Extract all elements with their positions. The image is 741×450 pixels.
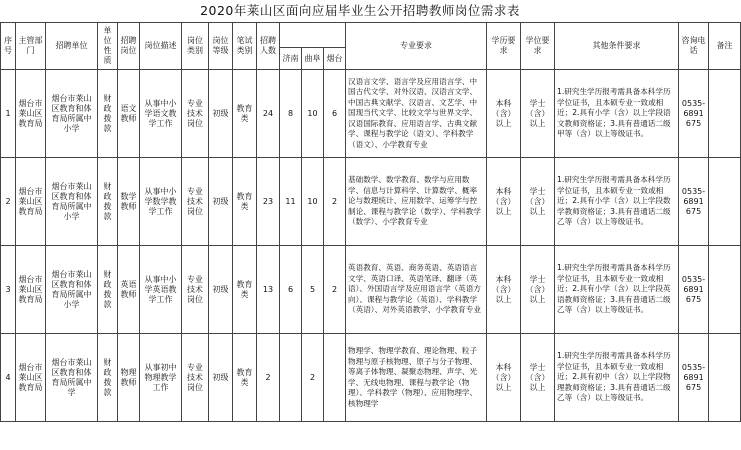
cell-desc: 从事初中物理教学工作 [140, 334, 182, 422]
page-title: 2020年莱山区面向应届毕业生公开招聘教师岗位需求表 [200, 3, 520, 18]
cell-major: 汉语言文学、语言学及应用语言学、中国古代文学、对外汉语、汉语言文学、中国古典文献学、汉语言、文艺学、中国现当代文学、比较文学与世界文学、汉语国际教育、应用语言学、古典文献学、课程与教学论（语文）、学科教学（语文）、小学教育专业 [346, 70, 487, 158]
header-jinan: 济南 [280, 48, 302, 70]
header-degree: 学位要求 [521, 23, 555, 70]
cell-nature: 财政拨款 [98, 70, 118, 158]
cell-unit: 烟台市莱山区教育和体育局所属中小学 [46, 70, 98, 158]
header-level: 岗位等级 [209, 23, 233, 70]
header-qufu: 曲阜 [302, 48, 324, 70]
cell-yantai: 2 [324, 158, 346, 246]
header-row [1, 23, 741, 48]
cell-exam: 教育类 [233, 158, 257, 246]
cell-desc: 从事中小学英语教学工作 [140, 246, 182, 334]
header-count: 招聘人数 [257, 23, 280, 70]
cell-jinan: 11 [280, 158, 302, 246]
cell-major: 基础数学、数学教育、数学与应用数学、信息与计算科学、计算数学、概率论与数理统计、应用数学、运筹学与控制论、课程与教学论（数学）、学科教学（数学）、小学教育专业 [346, 158, 487, 246]
cell-other: 1.研究生学历报考需具备本科学历学位证书，且本硕专业一致或相近；2.具有初中（含）以上学段物理教师资格证；3.具有普通话二级乙等（含）以上等级证书。 [555, 334, 679, 422]
cell-post: 语文教师 [118, 70, 140, 158]
header-note: 备注 [709, 23, 741, 70]
cell-dept: 烟台市莱山区教育局 [16, 158, 46, 246]
cell-post: 英语教师 [118, 246, 140, 334]
cell-qufu: 10 [302, 158, 324, 246]
cell-yantai: 6 [324, 70, 346, 158]
cell-degree: 学士（含）以上 [521, 334, 555, 422]
cell-nature: 财政拨款 [98, 246, 118, 334]
cell-cat: 专业技术岗位 [182, 158, 209, 246]
cell-level: 初级 [209, 70, 233, 158]
cell-edu: 本科（含）以上 [487, 334, 521, 422]
cell-count: 23 [257, 158, 280, 246]
table-row [1, 70, 741, 158]
header-seq: 序号 [1, 23, 16, 70]
cell-dept: 烟台市莱山区教育局 [16, 334, 46, 422]
cell-note [709, 158, 741, 246]
cell-note [709, 246, 741, 334]
cell-other: 1.研究生学历报考需具备本科学历学位证书，且本硕专业一致或相近；2.具有小学（含）以上学段数学教师资格证；3.具有普通话二级乙等（含）以上等级证书。 [555, 158, 679, 246]
header-post: 招聘岗位 [118, 23, 140, 70]
header-dept: 主管部门 [16, 23, 46, 70]
cell-qufu: 10 [302, 70, 324, 158]
header-desc: 岗位描述 [140, 23, 182, 70]
cell-count: 13 [257, 246, 280, 334]
cell-cat: 专业技术岗位 [182, 70, 209, 158]
cell-phone: 0535-6891675 [679, 246, 709, 334]
cell-count: 2 [257, 334, 280, 422]
header-yantai: 烟台 [324, 48, 346, 70]
cell-cat: 专业技术岗位 [182, 246, 209, 334]
header-other: 其他条件要求 [555, 23, 679, 70]
cell-desc: 从事中小学语文教学工作 [140, 70, 182, 158]
cell-jinan [280, 334, 302, 422]
cell-qufu: 5 [302, 246, 324, 334]
header-exam: 笔试类别 [233, 23, 257, 70]
cell-phone: 0535-6891675 [679, 334, 709, 422]
cell-seq: 1 [1, 70, 16, 158]
table-row [1, 334, 741, 422]
cell-unit: 烟台市莱山区教育和体育局所属中小学 [46, 158, 98, 246]
cell-note [709, 334, 741, 422]
cell-other: 1.研究生学历报考需具备本科学历学位证书，且本硕专业一致或相近；2.具有小学（含）以上学段语文教师资格证；3.具有普通话二级甲等（含）以上等级证书。 [555, 70, 679, 158]
header-sub-empty [280, 23, 346, 48]
cell-degree: 学士（含）以上 [521, 246, 555, 334]
cell-edu: 本科（含）以上 [487, 246, 521, 334]
cell-post: 物理教师 [118, 334, 140, 422]
cell-desc: 从事中小学数学教学工作 [140, 158, 182, 246]
cell-edu: 本科（含）以上 [487, 158, 521, 246]
cell-nature: 财政拨款 [98, 334, 118, 422]
cell-jinan: 6 [280, 246, 302, 334]
cell-seq: 3 [1, 246, 16, 334]
cell-post: 数学教师 [118, 158, 140, 246]
header-phone: 咨询电话 [679, 23, 709, 70]
cell-major: 英语教育、英语、商务英语、英语语言文学、英语口译、英语笔译、翻译（英语）、外国语言学及应用语言学（英语方向）、课程与教学论（英语）、学科教学（英语）、对外英语教学、小学教育专业 [346, 246, 487, 334]
cell-other: 1.研究生学历报考需具备本科学历学位证书，且本硕专业一致或相近；2.具有小学（含）以上学段英语教师资格证；3.具有普通话二级乙等（含）以上等级证书。 [555, 246, 679, 334]
header-cat: 岗位类别 [182, 23, 209, 70]
cell-count: 24 [257, 70, 280, 158]
cell-level: 初级 [209, 246, 233, 334]
header-unit: 招聘单位 [46, 23, 98, 70]
table-row [1, 158, 741, 246]
cell-dept: 烟台市莱山区教育局 [16, 246, 46, 334]
cell-dept: 烟台市莱山区教育局 [16, 70, 46, 158]
table-row [1, 246, 741, 334]
cell-phone: 0535-6891675 [679, 70, 709, 158]
cell-note [709, 70, 741, 158]
cell-unit: 烟台市莱山区教育和体育局所属中小学 [46, 246, 98, 334]
cell-jinan: 8 [280, 70, 302, 158]
header-edu: 学历要求 [487, 23, 521, 70]
job-table [0, 22, 741, 422]
cell-cat: 专业技术岗位 [182, 334, 209, 422]
cell-major: 物理学、物理学教育、理论物理、粒子物理与原子核物理、原子与分子物理、等离子体物理、凝聚态物理、声学、光学、无线电物理、课程与教学论（物理）、学科教学（物理）、应用物理学、核物理学 [346, 334, 487, 422]
cell-exam: 教育类 [233, 334, 257, 422]
header-major: 专业要求 [346, 23, 487, 70]
cell-exam: 教育类 [233, 246, 257, 334]
cell-level: 初级 [209, 158, 233, 246]
cell-qufu: 2 [302, 334, 324, 422]
cell-seq: 2 [1, 158, 16, 246]
cell-degree: 学士（含）以上 [521, 70, 555, 158]
cell-unit: 烟台市莱山区教育和体育局所属中学 [46, 334, 98, 422]
header-nature: 单位性质 [98, 23, 118, 70]
cell-seq: 4 [1, 334, 16, 422]
cell-edu: 本科（含）以上 [487, 70, 521, 158]
cell-nature: 财政拨款 [98, 158, 118, 246]
cell-phone: 0535-6891675 [679, 158, 709, 246]
cell-yantai: 2 [324, 246, 346, 334]
cell-yantai [324, 334, 346, 422]
cell-degree: 学士（含）以上 [521, 158, 555, 246]
cell-level: 初级 [209, 334, 233, 422]
cell-exam: 教育类 [233, 70, 257, 158]
